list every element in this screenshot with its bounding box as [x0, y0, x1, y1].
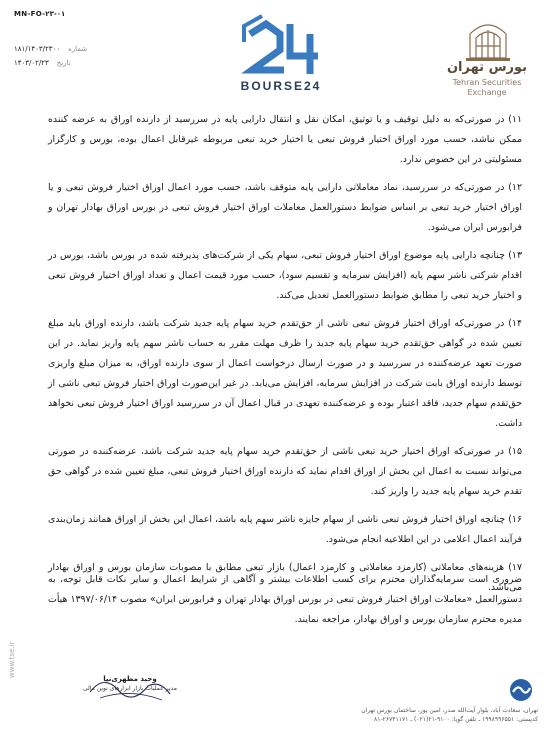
clause-item: ۱۴) در صورتی‌که اوراق اختیار فروش تبعی ناشی از حق‌تقدم خرید سهام پایه جدید شرکت باشد، دارنده اوراق باید مبلغ تعیین شده در گواهی حق‌تقدم خرید سهام پایه جدید را ظرف مهلت مقرر به حساب ناشر سهم پایه واریز نماید. در این صورت تعهد عرضه‌کننده در سررسید و در صورت ارسال درخواست اعمال از سوی دارنده اوراق، به میزان مبلغ واریزی توسط دارنده اوراق بابت شرکت در افزایش سرمایه، افزایش می‌یابد. در غیر این‌صورت اوراق اختیار فروش تبعی ناشی از حق‌تقدم سهام جدید، فاقد اعتبار بوده و عرضه‌کننده تعهدی در قبال اعمال آن در سررسید اوراق اختیار فروش تبعی نخواهد داشت. — [48, 318, 522, 429]
bourse24-mark-icon — [506, 678, 536, 702]
tse-name-fa: بورس تهران — [446, 60, 528, 75]
number-row — [14, 42, 87, 56]
clause-list — [48, 110, 522, 606]
date-row — [14, 56, 87, 70]
signature-block — [70, 668, 190, 708]
closing-paragraph: ضروری است سرمایه‌گذاران محترم برای کسب اطلاعات بیشتر و آگاهی از شرایط اعمال و سایر نکات قابل توجه، به دستورالعمل «معاملات اوراق اختیار فروش تبعی در بورس اوراق بهادار تهران و فرابورس ایران» مصوب ۱۳۹۷/۰۶/۱۴ هیأت مدیره محترم سازمان بورس و اوراق بهادار، مراجعه نمایند. — [48, 574, 523, 625]
side-website-url: www.tse.ir — [8, 641, 16, 679]
number-label: شماره — [68, 45, 88, 53]
clause-item: ۱۱) در صورتی‌که به دلیل توقیف و یا توثیق، امکان نقل و انتقال دارایی پایه در سررسید از دارنده اوراق به عرضه کننده ممکن نباشد، حسب مورد اوراق اختیار فروش تبعی یا اختیار خرید تبعی مربوطه غیرقابل اعمال بوده، بورس و کارگزار مسئولیتی در این خصوص ندارد. — [48, 114, 522, 165]
tse-name-en-line2: Exchange — [467, 88, 507, 97]
clause-item: ۱۷) هزینه‌های معاملاتی (کارمزد معاملاتی و کارمزد اعمال) بازار تبعی مطابق با مصوبات سازمان بورس و اوراق بهادار می‌باشد. — [48, 562, 522, 593]
date-label: تاریخ — [56, 59, 71, 67]
footer-address — [300, 706, 538, 724]
letterhead — [0, 0, 554, 104]
bourse24-logo — [206, 12, 356, 94]
number-value: ۱۸۱/۱۴۰۳/۲۳۰۰ — [14, 45, 61, 53]
tse-name-en-line1: Tehran Securities — [452, 78, 522, 87]
clause-item: ۱۲) در صورتی‌که در سررسید، نماد معاملاتی دارایی پایه متوقف باشد، حسب مورد اعمال اوراق اختیار فروش تبعی و یا اوراق اختیار خرید تبعی بر اساس ضوابط دستورالعمل معاملات اوراق اختیار فروش تبعی در بورس اوراق بهادار تهران و فرابورس ایران می‌شود. — [48, 182, 522, 233]
clause-item: ۱۵) در صورتی‌که اوراق اختیار خرید تبعی ناشی از حق‌تقدم خرید سهام پایه جدید شرکت باشد، عرضه‌کننده در صورتی می‌تواند نسبت به اعمال این بخش از اوراق اقدام نماید که دارنده اوراق اختیار فروش تبعی، مبلغ تعیین شده در گواهی حق تقدم خرید سهام پایه جدید را واریز کند. — [48, 446, 522, 497]
footer-postal-line: کدپستی: ۱۹۹۸۹۹۶۵۵۱ ـ تلفن گویا: ۹۱۰۰-۲۱(۰۲۱) ـ ۲۶۷۴۱۱۷۱-۸۱ — [374, 716, 538, 723]
footer-address-line: تهران، سعادت آباد، بلوار آیت‌الله صدر، امین پور، ساختمان بورس تهران — [361, 707, 538, 714]
signer-title: مدیر عملیات بازار ابزارهای نوین مالی — [83, 685, 177, 692]
tse-name-en — [432, 78, 542, 98]
clause-item: ۱۶) چنانچه اوراق اختیار فروش تبعی ناشی از سهام جایزه ناشر سهم پایه باشد، اعمال این بخش از اوراق همانند زمان‌بندی فرآیند اعمال اعلامی در این اطلاعیه انجام می‌شود. — [48, 514, 522, 545]
signer-name: وحید مطهری‌نیا — [103, 675, 157, 683]
form-code: MN-FO-۲۳-۰۱ — [14, 10, 66, 18]
date-value: ۱۴۰۳/۰۲/۲۳ — [14, 59, 49, 67]
document-meta — [14, 42, 87, 70]
clause-item: ۱۳) چنانچه دارایی پایه موضوع اوراق اختیار فروش تبعی، سهام یکی از شرکت‌های پذیرفته شده در بورس باشد، بورس در اقدام شرکتی ناشر سهم پایه (افزایش سرمایه و تقسیم سود)، حسب مورد قیمت اعمال و تعداد اوراق اختیار فروش تبعی و اختیار خرید تبعی را مطابق ضوابط دستورالعمل تعدیل می‌کند. — [48, 250, 522, 301]
bourse24-wordmark: BOURSE24 — [240, 79, 322, 93]
